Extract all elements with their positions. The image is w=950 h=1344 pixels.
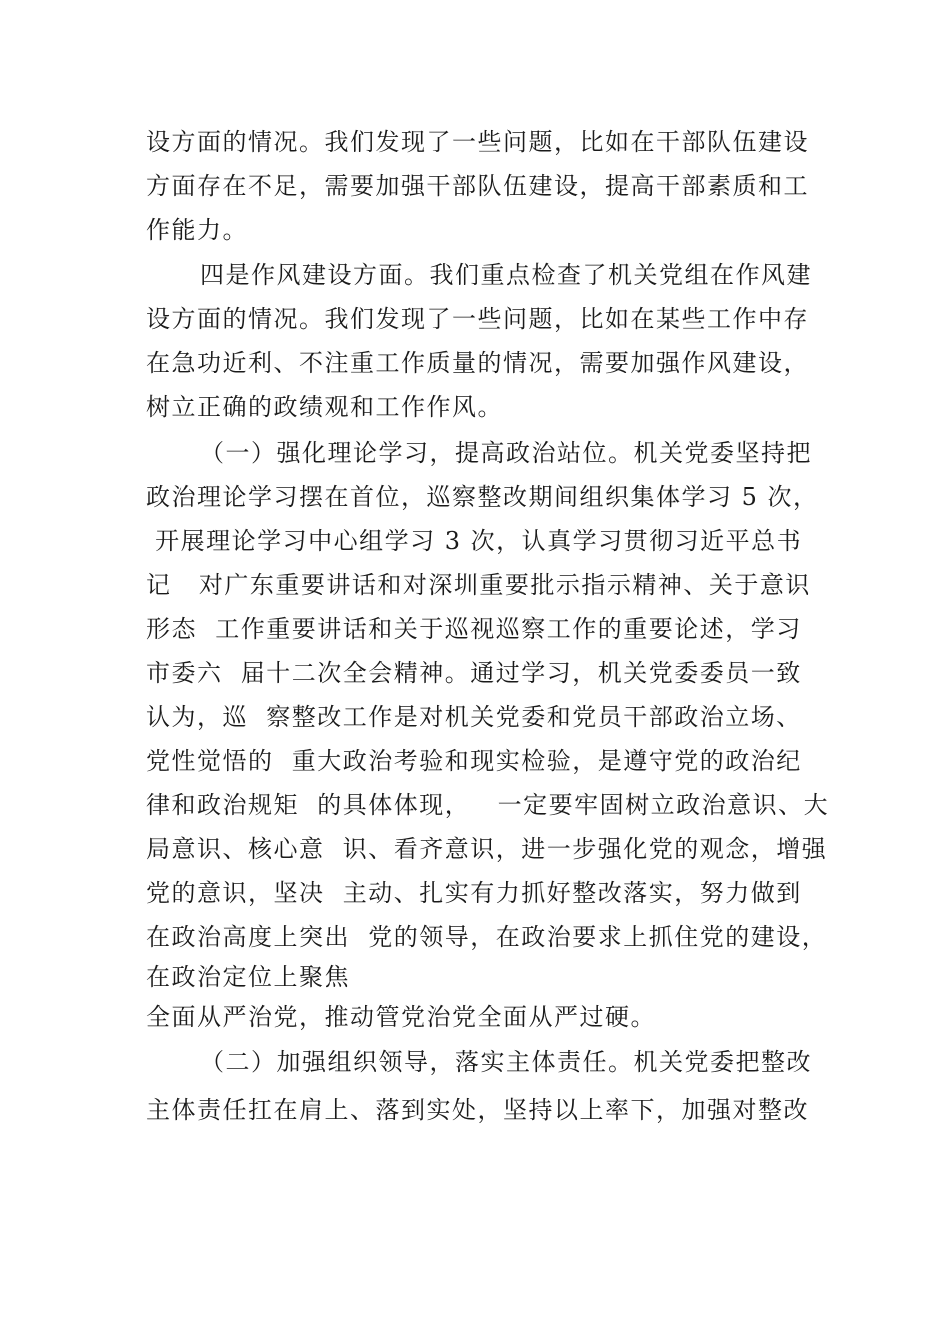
text-line: 在政治高度上突出 党的领导，在政治要求上抓住党的建设， (146, 923, 828, 951)
text-line: 四是作风建设方面。我们重点检查了机关党组在作风建 (200, 261, 812, 289)
text-line: （一）强化理论学习，提高政治站位。机关党委坚持把 (200, 439, 812, 467)
text-line: 认为，巡 察整改工作是对机关党委和党员干部政治立场、 (146, 703, 802, 731)
text-line: （二）加强组织领导，落实主体责任。机关党委把整改 (200, 1048, 812, 1076)
text-line: 在急功近利、不注重工作质量的情况，需要加强作风建设， (146, 349, 809, 377)
text-line: 记 对广东重要讲话和对深圳重要批示指示精神、关于意识 (146, 571, 811, 599)
text-line: 党的意识，坚决 主动、扎实有力抓好整改落实，努力做到 (146, 879, 802, 907)
text-line: 律和政治规矩 的具体体现， 一定要牢固树立政治意识、大 (146, 791, 830, 819)
text-line: 党性觉悟的 重大政治考验和现实检验，是遵守党的政治纪 (146, 747, 802, 775)
text-line: 树立正确的政绩观和工作作风。 (146, 393, 503, 421)
text-line: 开展理论学习中心组学习 3 次，认真学习贯彻习近平总书 (146, 527, 803, 555)
text-line: 局意识、核心意 识、看齐意识，进一步强化党的观念，增强 (146, 835, 828, 863)
text-line: 形态 工作重要讲话和关于巡视巡察工作的重要论述，学习 (146, 615, 802, 643)
text-line: 全面从严治党，推动管党治党全面从严过硬。 (146, 1003, 656, 1031)
text-line: 设方面的情况。我们发现了一些问题，比如在干部队伍建设 (146, 128, 809, 156)
text-line: 方面存在不足，需要加强干部队伍建设，提高干部素质和工 (146, 172, 809, 200)
text-line: 主体责任扛在肩上、落到实处，坚持以上率下，加强对整改 (146, 1096, 809, 1124)
text-line: 市委六 届十二次全会精神。通过学习，机关党委委员一致 (146, 659, 802, 687)
text-line: 政治理论学习摆在首位，巡察整改期间组织集体学习 5 次， (146, 483, 819, 511)
text-line: 设方面的情况。我们发现了一些问题，比如在某些工作中存 (146, 305, 809, 333)
text-line: 在政治定位上聚焦 (146, 963, 350, 991)
text-line: 作能力。 (146, 216, 248, 244)
